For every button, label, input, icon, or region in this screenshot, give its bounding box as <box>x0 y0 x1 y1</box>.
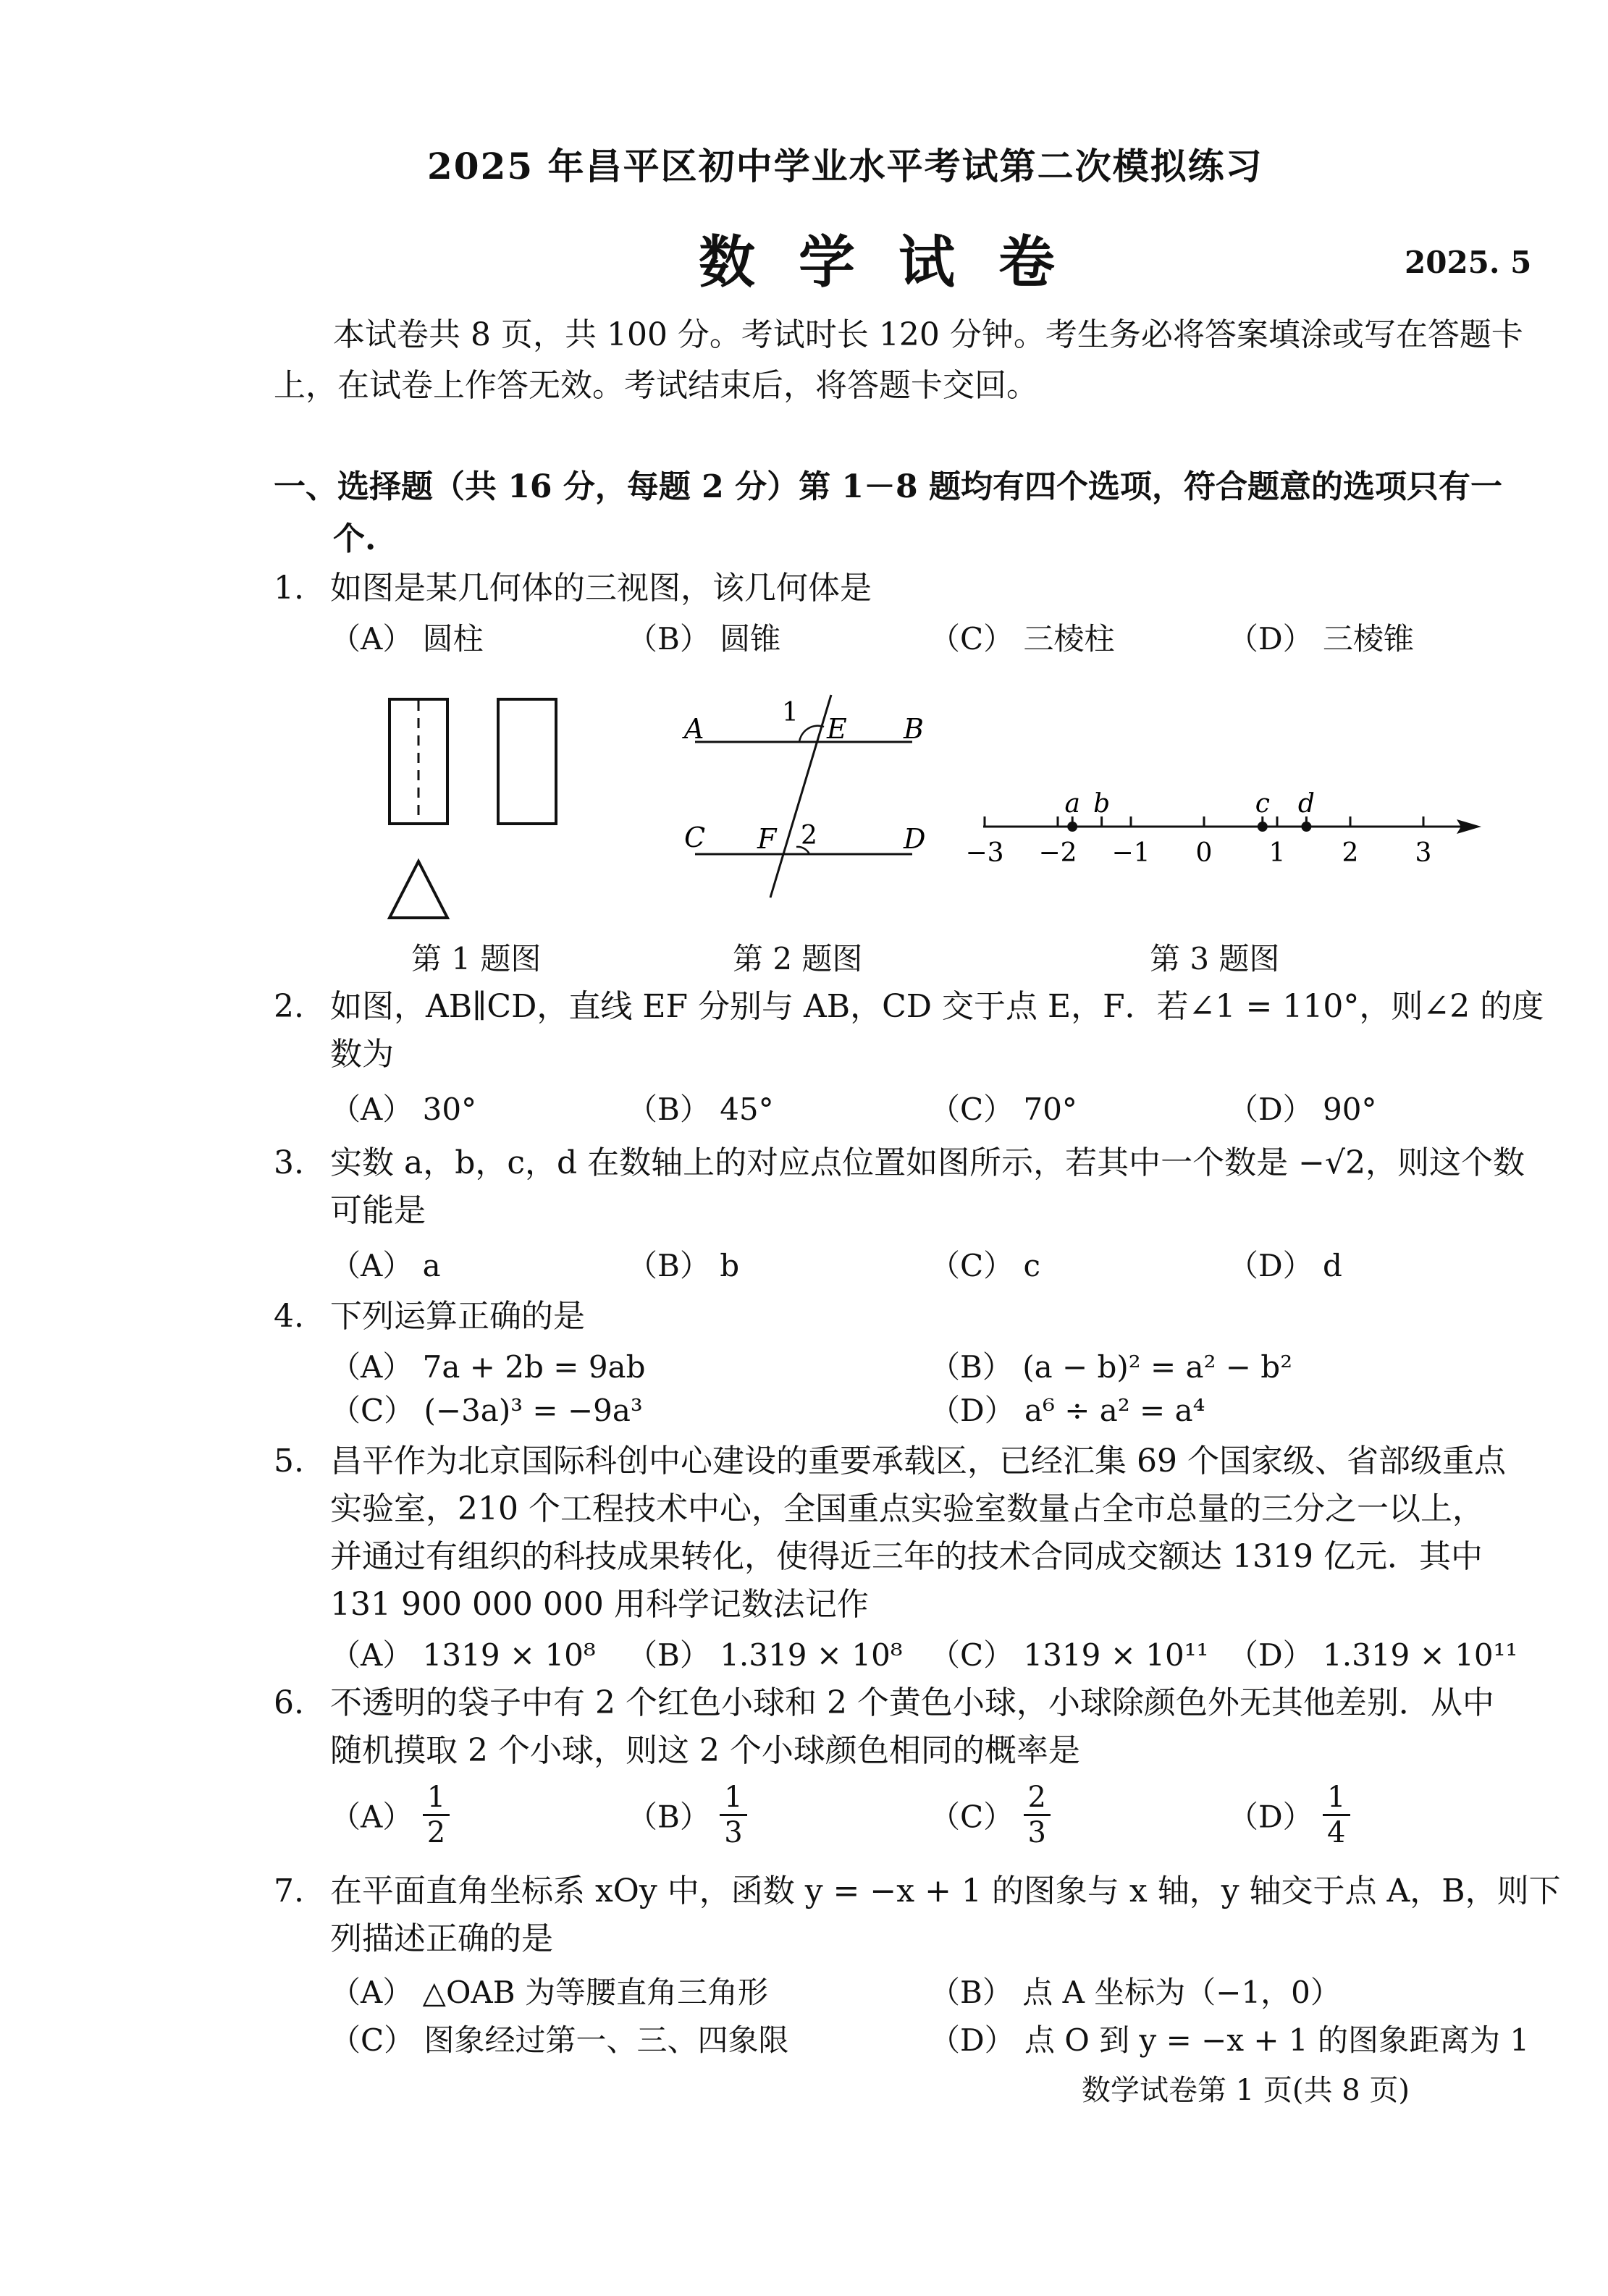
number-line-tick-label: 1 <box>1268 838 1286 868</box>
q1-option-d: （D） 三棱锥 <box>1228 621 1415 657</box>
q2-option-b: （B） 45° <box>627 1092 774 1127</box>
number-line-tick-label: −3 <box>965 838 1004 868</box>
number-line-tick-labels <box>965 838 1431 868</box>
q7-stem-line1: 在平面直角坐标系 xOy 中，函数 y = −x + 1 的图象与 x 轴，y 轴交于点 A，B，则下 <box>330 1873 1561 1909</box>
q7-number: 7. <box>274 1873 304 1909</box>
point-d-label: d <box>1297 789 1315 819</box>
q4-number: 4. <box>274 1298 304 1335</box>
q3-option-b: （B） b <box>627 1248 740 1283</box>
figure-3-number-line <box>965 782 1491 883</box>
q6-stem-line2: 随机摸取 2 个小球，则这 2 个小球颜色相同的概率是 <box>330 1732 1080 1769</box>
figure-3-caption: 第 3 题图 <box>1150 941 1280 976</box>
label-f: F <box>757 823 777 855</box>
q6-option-c-fraction: $\frac{2}{3}$ <box>1024 1781 1051 1849</box>
q7-stem-line2: 列描述正确的是 <box>330 1920 553 1957</box>
q1-option-a: （A） 圆柱 <box>330 621 484 657</box>
q6-option-b-fraction: $\frac{1}{3}$ <box>720 1781 746 1849</box>
q4-stem: 下列运算正确的是 <box>330 1298 585 1335</box>
point-c-label: c <box>1255 789 1270 819</box>
number-line-tick-label: 3 <box>1415 838 1432 868</box>
q2-number: 2. <box>274 988 304 1025</box>
number-line-tick-label: 0 <box>1195 838 1213 868</box>
q4-option-b: （B） (a − b)² = a² − b² <box>930 1349 1293 1385</box>
q2-option-c: （C） 70° <box>930 1092 1077 1127</box>
q6-option-c-label: （C） <box>930 1799 1014 1835</box>
exam-title: 2025 年昌平区初中学业水平考试第二次模拟练习 <box>427 145 1263 187</box>
figure-1-caption: 第 1 题图 <box>411 941 542 976</box>
exam-date: 2025. 5 <box>1405 245 1532 280</box>
q2-stem-line2: 数为 <box>330 1036 394 1073</box>
q5-option-a: （A） 1319 × 10⁸ <box>330 1637 596 1673</box>
figure-2-caption: 第 2 题图 <box>733 941 863 976</box>
q4-option-a: （A） 7a + 2b = 9ab <box>330 1349 646 1385</box>
q6-option-b <box>627 1781 747 1849</box>
q6-option-d <box>1228 1781 1350 1849</box>
q1-option-c: （C） 三棱柱 <box>930 621 1115 657</box>
q3-stem-line1: 实数 a，b，c，d 在数轴上的对应点位置如图所示，若其中一个数是 −√2，则这个数 <box>330 1144 1525 1181</box>
q5-stem-line1: 昌平作为北京国际科创中心建设的重要承载区，已经汇集 69 个国家级、省部级重点 <box>330 1443 1506 1480</box>
label-c: C <box>684 822 706 853</box>
q1-option-b: （B） 圆锥 <box>627 621 781 657</box>
q3-option-d: （D） d <box>1228 1248 1342 1283</box>
label-angle-1: 1 <box>782 698 799 727</box>
label-angle-2: 2 <box>801 821 817 851</box>
label-e: E <box>827 713 847 745</box>
figure-2-parallel-lines <box>673 680 941 919</box>
q5-option-b: （B） 1.319 × 10⁸ <box>627 1637 903 1673</box>
q6-number: 6. <box>274 1684 304 1721</box>
label-d: D <box>904 823 926 855</box>
instructions-line2: 上，在试卷上作答无效。考试结束后，将答题卡交回。 <box>274 367 1038 404</box>
q2-stem-line1: 如图，AB∥CD，直线 EF 分别与 AB，CD 交于点 E，F．若∠1 = 110°，则∠2 的度 <box>330 988 1544 1025</box>
label-b: B <box>904 713 924 745</box>
q7-option-d: （D） 点 O 到 y = −x + 1 的图象距离为 1 <box>930 2022 1530 2058</box>
q6-option-d-fraction: $\frac{1}{4}$ <box>1323 1781 1350 1849</box>
point-d-dot <box>1301 822 1311 832</box>
q6-option-d-label: （D） <box>1228 1799 1313 1835</box>
section-heading-line2: 个. <box>333 520 376 557</box>
top-view-triangle <box>390 861 447 918</box>
q6-option-a-fraction: $\frac{1}{2}$ <box>423 1781 450 1849</box>
page-footer: 数学试卷第 1 页(共 8 页) <box>1082 2074 1410 2107</box>
point-b-label: b <box>1093 789 1111 819</box>
q6-option-a <box>330 1781 450 1849</box>
q3-stem-line2: 可能是 <box>330 1192 426 1229</box>
q2-option-d: （D） 90° <box>1228 1092 1377 1127</box>
number-line-tick-label: 2 <box>1342 838 1359 868</box>
q5-stem-line2: 实验室，210 个工程技术中心，全国重点实验室数量占全市总量的三分之一以上， <box>330 1490 1484 1527</box>
q5-number: 5. <box>274 1443 304 1480</box>
number-line-tick-label: −1 <box>1111 838 1150 868</box>
q7-option-a: （A） △OAB 为等腰直角三角形 <box>330 1975 768 2010</box>
instructions-line1: 本试卷共 8 页，共 100 分。考试时长 120 分钟。考生务必将答案填涂或写在答题卡 <box>333 316 1523 353</box>
section-heading-line1: 一、选择题（共 16 分，每题 2 分）第 1－8 题均有四个选项，符合题意的选项只有一 <box>274 468 1502 505</box>
q6-option-c <box>930 1781 1051 1849</box>
q5-option-d: （D） 1.319 × 10¹¹ <box>1228 1637 1518 1673</box>
page-title: 数学试卷 <box>699 229 1099 295</box>
q5-option-c: （C） 1319 × 10¹¹ <box>930 1637 1209 1673</box>
q2-option-a: （A） 30° <box>330 1092 477 1127</box>
figure-1-three-views <box>376 688 579 927</box>
q3-option-c: （C） c <box>930 1248 1041 1283</box>
q7-option-c: （C） 图象经过第一、三、四象限 <box>330 2022 789 2058</box>
point-c-dot <box>1258 822 1268 832</box>
q7-option-b: （B） 点 A 坐标为（−1，0） <box>930 1975 1341 2010</box>
q1-stem: 如图是某几何体的三视图，该几何体是 <box>330 570 872 607</box>
q1-number: 1. <box>274 570 304 607</box>
point-a-dot <box>1067 822 1077 832</box>
side-view-rect <box>498 699 556 824</box>
number-line-tick-label: −2 <box>1038 838 1077 868</box>
number-line-ticks <box>985 816 1423 827</box>
q6-option-b-label: （B） <box>627 1799 710 1835</box>
q5-stem-line4: 131 900 000 000 用科学记数法记作 <box>330 1586 869 1623</box>
label-a: A <box>684 713 704 745</box>
point-a-label: a <box>1064 789 1080 819</box>
q6-option-a-label: （A） <box>330 1799 413 1835</box>
q4-option-c: （C） (−3a)³ = −9a³ <box>330 1393 643 1428</box>
q3-option-a: （A） a <box>330 1248 441 1283</box>
q4-option-d: （D） a⁶ ÷ a² = a⁴ <box>930 1393 1205 1428</box>
q5-stem-line3: 并通过有组织的科技成果转化，使得近三年的技术合同成交额达 1319 亿元．其中 <box>330 1538 1483 1575</box>
q3-number: 3. <box>274 1144 304 1181</box>
q6-stem-line1: 不透明的袋子中有 2 个红色小球和 2 个黄色小球，小球除颜色外无其他差别．从中 <box>330 1684 1494 1721</box>
